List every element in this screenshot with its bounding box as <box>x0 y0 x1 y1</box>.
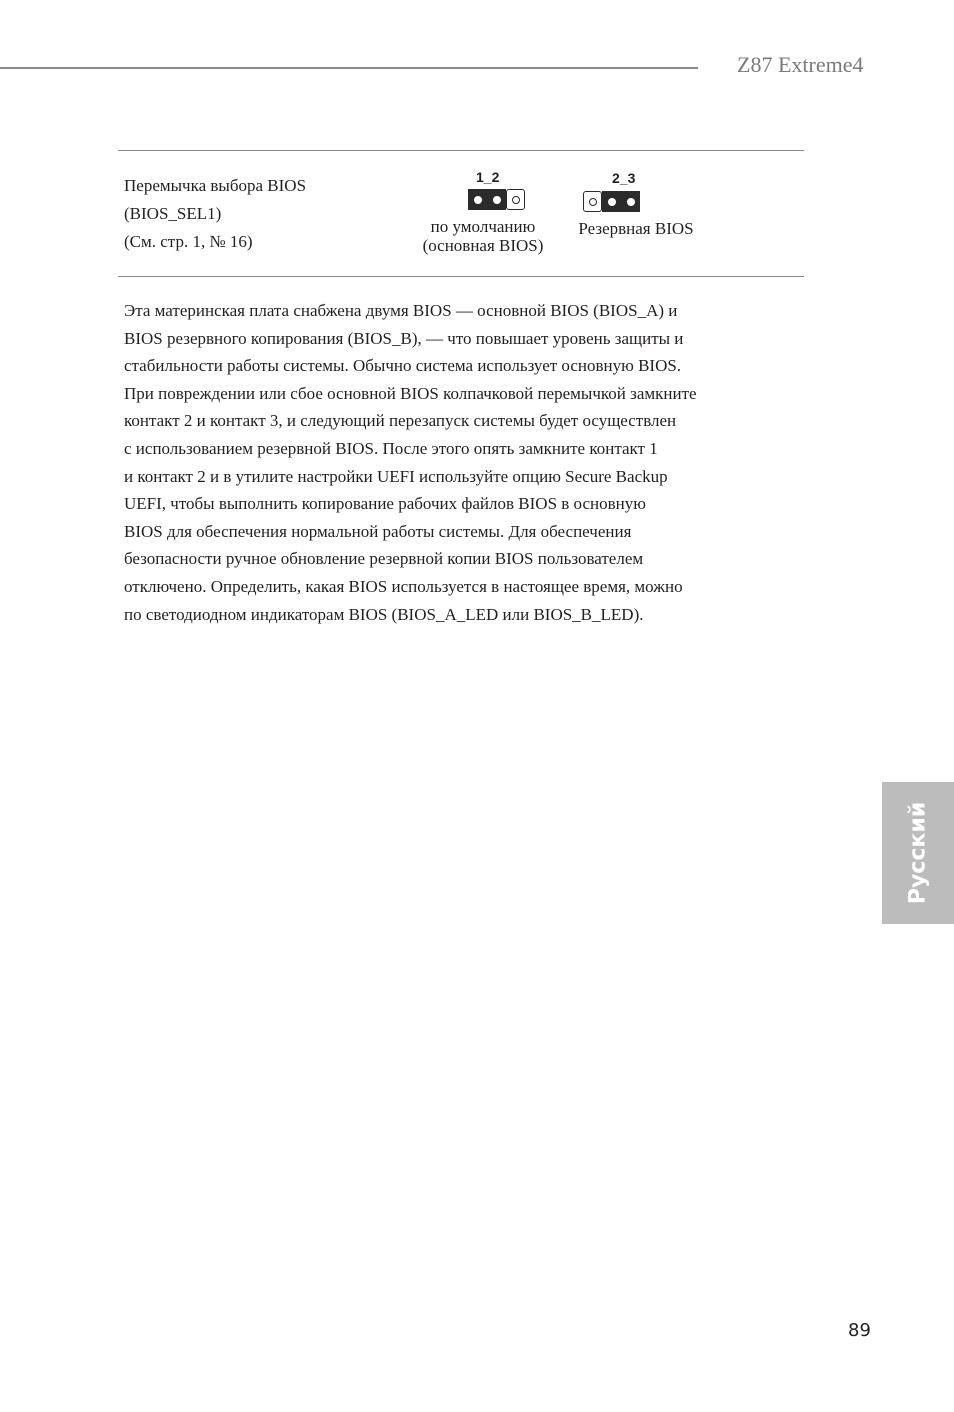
jumper-pin-closed <box>487 189 506 210</box>
paragraph-line: и контакт 2 и в утилите настройки UEFI используйте опцию Secure Backup <box>124 466 668 486</box>
paragraph-line: отключено. Определить, какая BIOS используется в настоящее время, можно <box>124 576 683 596</box>
jumper-description-line: (См. стр. 1, № 16) <box>124 232 253 251</box>
jumper-pin-closed <box>468 189 487 210</box>
paragraph-line: Эта материнская плата снабжена двумя BIOS — основной BIOS (BIOS_A) и <box>124 301 678 320</box>
jumper-backup-pins <box>583 191 640 212</box>
header-rule <box>0 67 698 69</box>
paragraph-line: BIOS для обеспечения нормальной работы системы. Для обеспечения <box>124 521 632 541</box>
language-side-tab-label: Русский <box>905 801 931 905</box>
page-number: 89 <box>848 1320 871 1341</box>
paragraph-line: с использованием резервной BIOS. После этого опять замкните контакт 1 <box>124 438 658 458</box>
jumper-default-pins <box>468 189 525 210</box>
language-side-tab <box>882 782 954 924</box>
jumper-pin-open <box>583 191 602 212</box>
table-rule-bottom <box>118 276 804 277</box>
paragraph-line: При повреждении или сбое основной BIOS колпачковой перемычкой замкните <box>124 383 697 403</box>
jumper-backup-caption <box>566 219 706 238</box>
jumper-backup-pin-label: 2_3 <box>612 170 636 186</box>
header-title: Z87 Extreme4 <box>737 52 864 77</box>
paragraph-line: стабильности работы системы. Обычно система использует основную BIOS. <box>124 356 682 376</box>
jumper-description-line: (BIOS_SEL1) <box>124 204 222 223</box>
paragraph-line: по светодиодном индикаторам BIOS (BIOS_A_LED или BIOS_B_LED). <box>124 604 644 624</box>
jumper-description-line: Перемычка выбора BIOS <box>124 176 307 195</box>
jumper-default-caption-line: (основная BIOS) <box>422 236 544 255</box>
jumper-default-pin-label: 1_2 <box>476 169 500 185</box>
jumper-description <box>124 172 306 256</box>
jumper-backup-caption-line: Резервная BIOS <box>578 219 694 238</box>
jumper-pin-open <box>506 189 525 210</box>
table-rule-top <box>118 150 804 151</box>
paragraph-line: безопасности ручное обновление резервной копии BIOS пользователем <box>124 549 644 569</box>
body-paragraph <box>124 297 764 628</box>
paragraph-line: UEFI, чтобы выполнить копирование рабочих файлов BIOS в основную <box>124 494 646 514</box>
jumper-default-caption <box>410 217 556 255</box>
paragraph-line: BIOS резервного копирования (BIOS_B), — что повышает уровень защиты и <box>124 328 684 348</box>
jumper-pin-closed <box>602 191 621 212</box>
paragraph-line: контакт 2 и контакт 3, и следующий перезапуск системы будет осуществлен <box>124 411 677 431</box>
jumper-default-caption-line: по умолчанию <box>430 217 536 236</box>
jumper-pin-closed <box>621 191 640 212</box>
